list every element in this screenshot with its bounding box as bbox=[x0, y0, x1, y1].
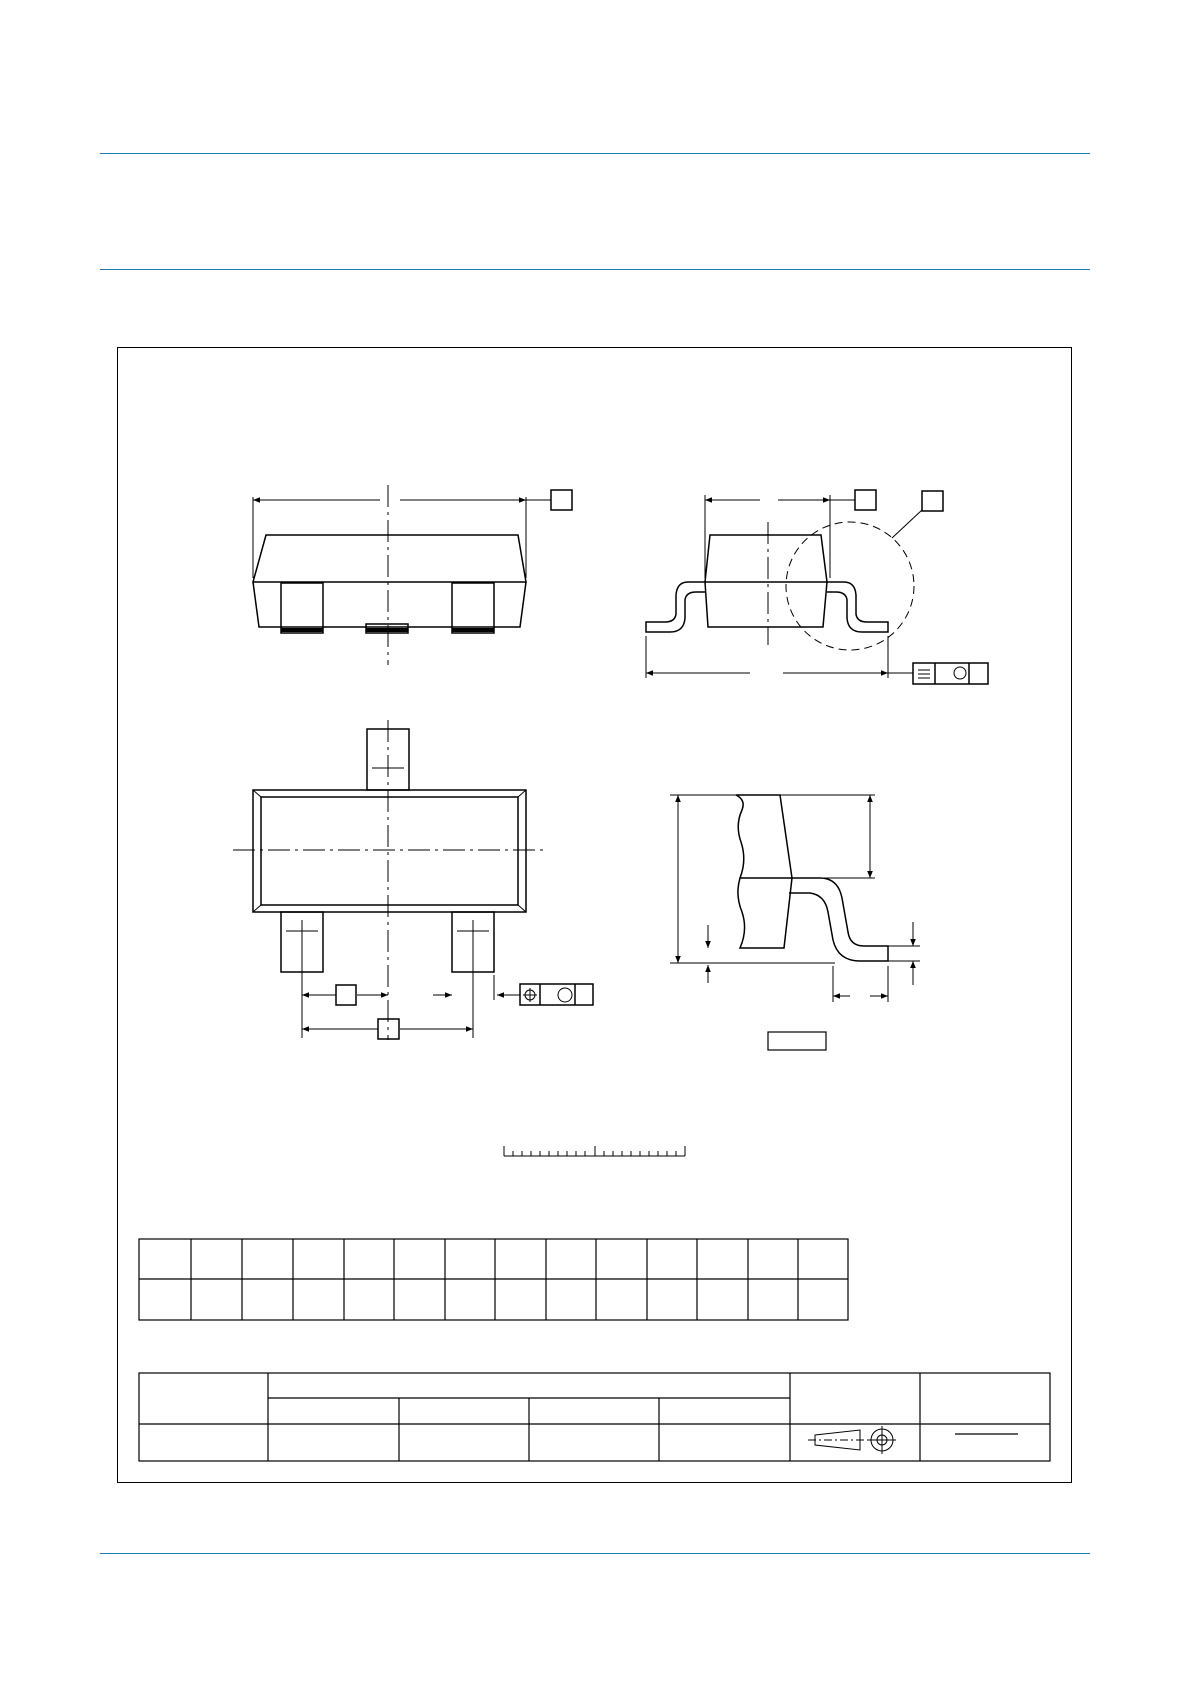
plan-view bbox=[233, 720, 593, 1040]
lead-detail-view bbox=[670, 795, 920, 1050]
front-view bbox=[253, 485, 572, 665]
outline-version-table bbox=[139, 1373, 1050, 1461]
side-view bbox=[646, 490, 988, 684]
scale-bar bbox=[504, 1146, 685, 1156]
dimension-table bbox=[139, 1239, 848, 1320]
